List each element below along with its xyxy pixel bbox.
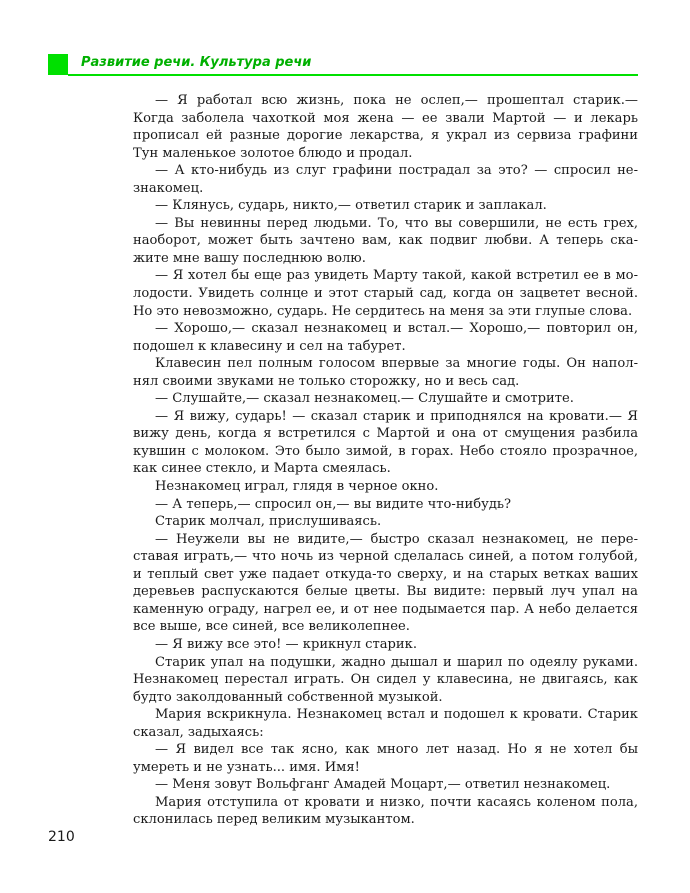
paragraph: — Хорошо,— сказал незнакомец и встал.— Хорошо,— повторил он, подошел к клавесину и сел на табурет. [133, 321, 638, 354]
paragraph: — Клянусь, сударь, никто,— ответил старик и заплакал. [155, 198, 547, 214]
paragraph: Клавесин пел полным голосом впервые за многие годы. Он наполнял своими звуками не только сторожку, но и весь сад. [133, 356, 638, 389]
paragraph: Незнакомец играл, глядя в черное окно. [155, 479, 439, 495]
paragraph: — А кто-нибудь из слуг графини пострадал за это? — спросил незнакомец. [133, 163, 638, 196]
header-divider [68, 74, 638, 76]
header-marker-square [48, 54, 68, 75]
paragraph: Старик упал на подушки, жадно дышал и шарил по одеялу руками. Незнакомец перестал играть. Он сидел у клавесина, не двигаясь, как будто заколдованный собственной музыкой. [133, 654, 638, 705]
paragraph: Мария отступила от кровати и низко, почти касаясь коленом пола, склонилась перед великим музыкантом. [133, 794, 638, 828]
paragraph: Старик молчал, прислушиваясь. [155, 514, 382, 530]
paragraph: — Вы невинны перед людьми. То, что вы совершили, не есть грех, наоборот, может быть зачтено вам, как подвиг любви. А теперь скажите мне вашу последнюю волю. [133, 215, 638, 266]
section-header [48, 54, 638, 76]
section-title: Развитие речи. Культура речи [81, 55, 312, 70]
paragraph: — Я работал всю жизнь, пока не ослеп,— прошептал старик.— Когда заболела чахоткой моя жена — ее звали Мартой — и лекарь прописал ей разные дорогие лекарства, я украл из сервиза графини Тун маленькое золотое блюдо и продал. [133, 93, 638, 161]
paragraph: — Я хотел бы еще раз увидеть Марту такой, какой встретил ее в молодости. Увидеть солнце и этот старый сад, когда он зацветет весной. Но это невозможно, сударь. Не сердитесь на меня за эти глупые слова. [133, 268, 638, 319]
paragraph: — Я вижу все это! — крикнул старик. [155, 636, 417, 652]
paragraph: — А теперь,— спросил он,— вы видите что-нибудь? [155, 496, 512, 512]
story-text [133, 92, 638, 829]
paragraph: — Я вижу, сударь! — сказал старик и приподнялся на кровати.— Я вижу день, когда я встретился с Мартой и она от смущения разбила кувшин с молоком. Это было зимой, в горах. Небо стояло прозрачное, как синее стекло, и Марта смеялась. [133, 408, 638, 477]
paragraph: — Слушайте,— сказал незнакомец.— Слушайте и смотрите. [155, 391, 574, 407]
paragraph: Мария вскрикнула. Незнакомец встал и подошел к кровати. Старик сказал, задыхаясь: [133, 707, 638, 740]
paragraph: — Неужели вы не видите,— быстро сказал незнакомец, не переставая играть,— что ночь из черной сделалась синей, а потом голубой, и теплый свет уже падает откуда-то сверху, и на старых ветках ваших деревьев распускаются белые цветы. Вы видите: первый луч упал на каменную ограду, нагрел ее, и от нее подымается пар. А небо делается все выше, все синей, все великолепнее. [133, 531, 638, 635]
page-number: 210 [48, 829, 75, 845]
paragraph: — Меня зовут Вольфганг Амадей Моцарт,— ответил незнакомец. [155, 777, 611, 793]
paragraph: — Я видел все так ясно, как много лет назад. Но я не хотел бы умереть и не узнать... имя. Имя! [133, 742, 638, 775]
